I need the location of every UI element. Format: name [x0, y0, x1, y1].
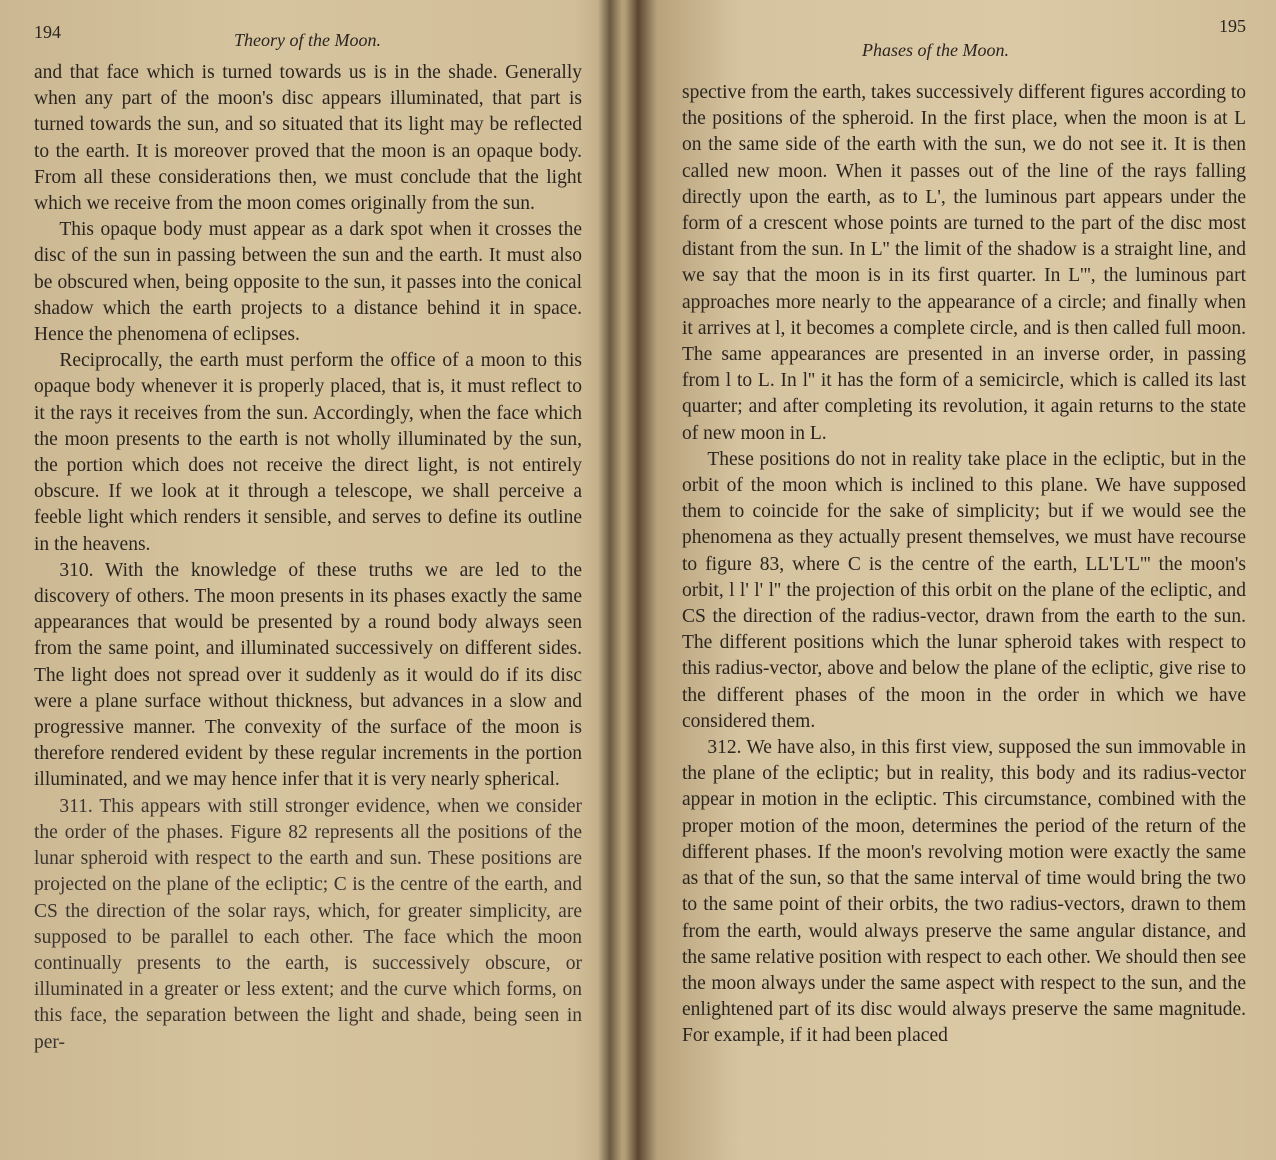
paragraph: 311. This appears with still stronger evidence, when we consider the order of the phases. Figure 82 represents all the positions of the lunar spheroid with respect to the earth and sun. These positions are projected on the plane of the ecliptic; C is the centre of the earth, and CS the direction of the solar rays, which, for greater simplicity, are supposed to be parallel to each other. The face which the moon continually presents to the earth, is successively obscure, or illuminated in a greater or less extent; and the curve which forms, on this face, the separation between the light and shade, being seen in per- — [34, 795, 582, 1053]
left-page-header — [34, 18, 582, 60]
running-head: Theory of the Moon. — [234, 30, 381, 50]
paragraph: spective from the earth, takes successively different figures according to the positions of the spheroid. In the first place, when the moon is at L on the same side of the earth with the sun, we do not see it. It is then called new moon. When it passes out of the line of the rays falling directly upon the earth, as to L', the luminous part appears under the form of a crescent whose points are turned to the part of the disc most distant from the sun. In L'' the limit of the shadow is a straight line, and we say that the moon is in its first quarter. In L''', the luminous part approaches more nearly to the appearance of a circle; and finally when it arrives at l, it becomes a complete circle, and is then called full moon. The same appearances are presented in an inverse order, in passing from l to L. In l'' it has the form of a semicircle, which is called its last quarter; and after completing its revolution, it again returns to the state of new moon in L. — [682, 82, 1246, 444]
right-page — [622, 0, 1276, 1160]
right-page-header — [682, 12, 1246, 60]
left-page — [0, 0, 600, 1160]
page-number: 195 — [1219, 16, 1246, 36]
book-gutter — [598, 0, 622, 1160]
paragraph: 310. With the knowledge of these truths we are led to the discovery of others. The moon presents in its phases exactly the same appearances that would be presented by a round body always seen from the same point, and illuminated successively on different sides. The light does not spread over it suddenly as it would do if its disc were a plane surface without thickness, but advances in a slow and progressive manner. The convexity of the surface of the moon is therefore rendered evident by these regular increments in the portion illuminated, and we may hence infer that it is very nearly spherical. — [34, 559, 582, 791]
paragraph: Reciprocally, the earth must perform the office of a moon to this opaque body whenever it is properly placed, that is, it must reflect to it the rays it receives from the sun. Accordingly, when the face which the moon presents to the earth is not wholly illuminated by the sun, the portion which does not receive the direct light, is not entirely obscure. If we look at it through a telescope, we shall perceive a feeble light which renders it sensible, and serves to define its outline in the heavens. — [34, 350, 582, 555]
paragraph: These positions do not in reality take place in the ecliptic, but in the orbit of the moon which is inclined to this plane. We have supposed them to coincide for the sake of simplicity; but if we would see the phenomena as they actually present themselves, we must have recourse to figure 83, where C is the centre of the earth, LL'L'L''' the moon's orbit, l l' l' l'' the projection of this orbit on the plane of the ecliptic, and CS the direction of the radius-vector, drawn from the earth to the sun. The different positions which the lunar spheroid takes with respect to this radius-vector, above and below the plane of the ecliptic, give rise to the different phases of the moon in the order in which we have considered them. — [682, 448, 1246, 732]
paragraph: 312. We have also, in this first view, supposed the sun immovable in the plane of the ecliptic; but in reality, this body and its radius-vector appear in motion in the ecliptic. This circumstance, combined with the proper motion of the moon, determines the period of the return of the different phases. If the moon's revolving motion were exactly the same as that of the sun, so that the same interval of time would bring the two to the same point of their orbits, the two radius-vectors, drawn to them from the earth, would always preserve the same angular distance, and the same relative position with respect to each other. We should then see the moon always under the same aspect with respect to the sun, and the enlightened part of its disc would always preserve the same magnitude. For example, if it had been placed — [682, 737, 1246, 1047]
paragraph: This opaque body must appear as a dark spot when it crosses the disc of the sun in passing between the sun and the earth. It must also be obscured when, being opposite to the sun, it passes into the conical shadow which the earth projects to a distance behind it in space. Hence the phenomena of eclipses. — [34, 219, 582, 346]
running-head: Phases of the Moon. — [862, 40, 1009, 60]
right-page-body — [682, 80, 1246, 1050]
left-page-body — [34, 60, 582, 1056]
page-number: 194 — [34, 22, 61, 42]
paragraph: and that face which is turned towards us is in the shade. Generally when any part of the moon's disc appears illuminated, that part is turned towards the sun, and so situated that its light may be reflected to the earth. It is moreover proved that the moon is an opaque body. From all these considerations then, we must conclude that the light which we receive from the moon comes originally from the sun. — [34, 62, 582, 215]
